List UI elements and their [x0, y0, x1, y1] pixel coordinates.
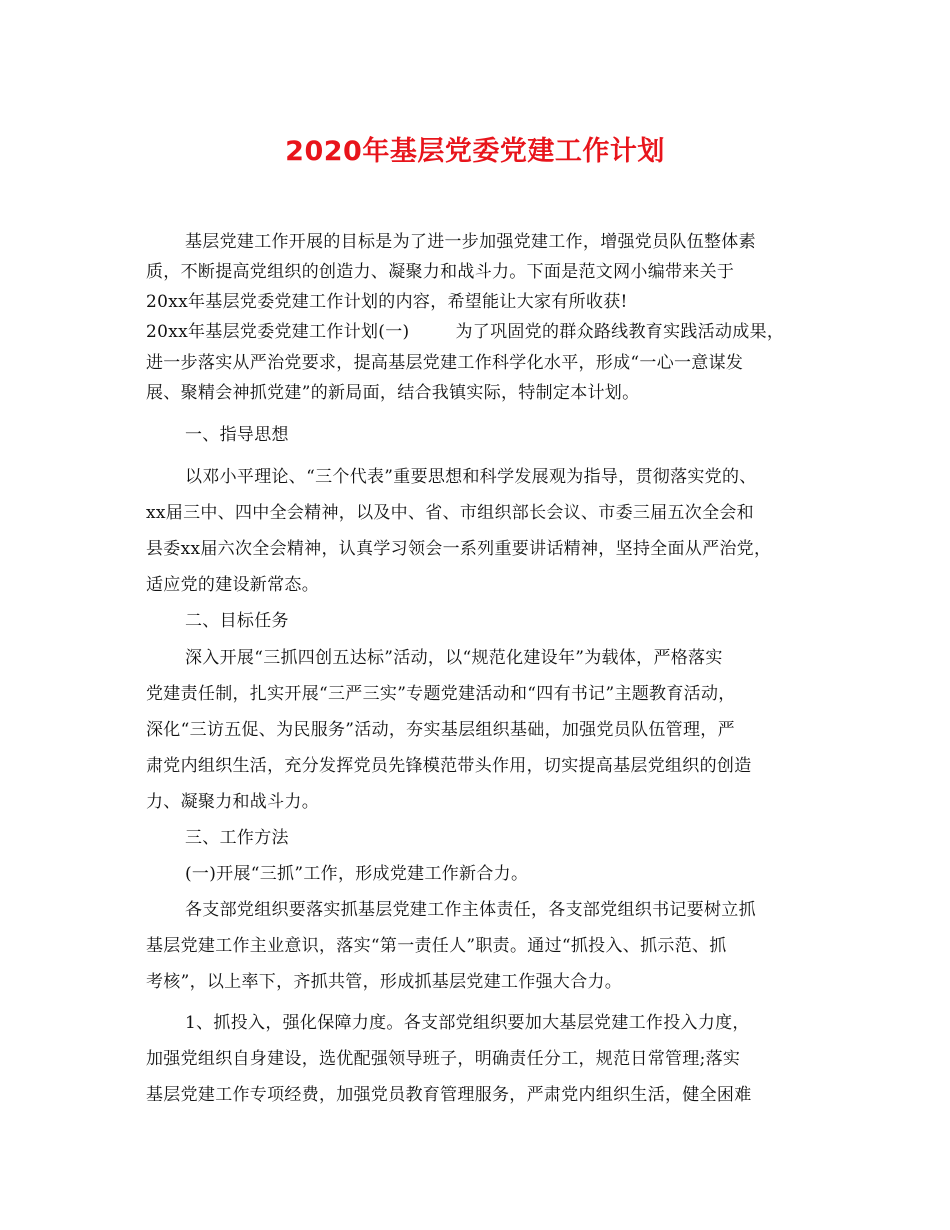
paragraph-line: 适应党的建设新常态。 — [146, 575, 319, 595]
paragraph-line: 进一步落实从严治党要求，提高基层党建工作科学化水平，形成“一心一意谋发 — [146, 353, 744, 373]
paragraph-line: 20xx年基层党委党建工作计划的内容，希望能让大家有所收获! — [146, 292, 628, 312]
document-title: 2020年基层党委党建工作计划 — [285, 136, 665, 167]
paragraph-line: 质，不断提高党组织的创造力、凝聚力和战斗力。下面是范文网小编带来关于 — [146, 262, 735, 282]
paragraph-line: 基层党建工作专项经费，加强党员教育管理服务，严肃党内组织生活，健全困难 — [146, 1085, 752, 1105]
section-title: 20xx年基层党委党建工作计划(一) — [146, 322, 410, 342]
paragraph-line: 党建责任制，扎实开展“三严三实”专题党建活动和“四有书记”主题教育活动， — [146, 684, 736, 704]
paragraph-line: 深入开展“三抓四创五达标”活动，以“规范化建设年”为载体，严格落实 — [185, 648, 723, 668]
paragraph-line: xx届三中、四中全会精神，以及中、省、市组织部长会议、市委三届五次全会和 — [146, 503, 754, 523]
paragraph-text: 为了巩固党的群众路线教育实践活动成果， — [455, 322, 785, 342]
paragraph-line: 加强党组织自身建设，选优配强领导班子，明确责任分工，规范日常管理;落实 — [146, 1049, 741, 1069]
section-heading: 三、工作方法 — [185, 828, 289, 848]
paragraph-line: 展、聚精会神抓党建”的新局面，结合我镇实际，特制定本计划。 — [146, 383, 640, 403]
section-heading: 一、指导思想 — [185, 425, 289, 445]
paragraph-line: 1、抓投入，强化保障力度。各支部党组织要加大基层党建工作投入力度， — [185, 1013, 750, 1033]
paragraph-line: 力、凝聚力和战斗力。 — [146, 792, 319, 812]
paragraph-line — [146, 317, 784, 347]
paragraph-line: 各支部党组织要落实抓基层党建工作主体责任，各支部党组织书记要树立抓 — [185, 900, 756, 920]
paragraph-line: 考核”，以上率下，齐抓共管，形成抓基层党建工作强大合力。 — [146, 972, 623, 992]
paragraph-line: 以邓小平理论、“三个代表”重要思想和科学发展观为指导，贯彻落实党的、 — [185, 467, 757, 487]
section-heading: 二、目标任务 — [185, 611, 289, 631]
paragraph-line: 县委xx届六次全会精神，认真学习领会一系列重要讲话精神，坚持全面从严治党， — [146, 539, 772, 559]
subsection-heading: (一)开展“三抓”工作，形成党建工作新合力。 — [185, 864, 529, 884]
paragraph-line: 基层党建工作开展的目标是为了进一步加强党建工作，增强党员队伍整体素 — [185, 232, 756, 252]
paragraph-line: 深化“三访五促、为民服务”活动，夯实基层组织基础，加强党员队伍管理，严 — [146, 720, 735, 740]
paragraph-line: 基层党建工作主业意识，落实“第一责任人”职责。通过“抓投入、抓示范、抓 — [146, 936, 727, 956]
paragraph-line: 肃党内组织生活，充分发挥党员先锋模范带头作用，切实提高基层党组织的创造 — [146, 756, 752, 776]
